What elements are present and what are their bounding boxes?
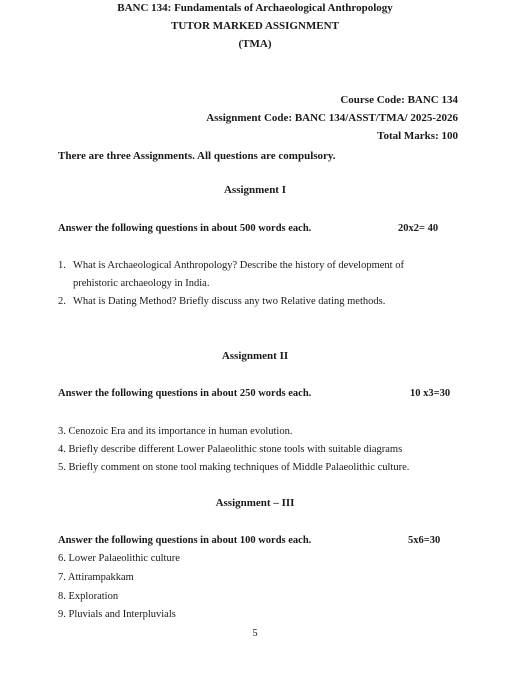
question-2-text: What is Dating Method? Briefly discuss any two Relative dating methods. bbox=[73, 296, 386, 307]
assignment-2-marks: 10 x3=30 bbox=[410, 388, 451, 399]
assignment-3-instruction: Answer the following questions in about 100 words each. bbox=[58, 535, 312, 546]
assignment-2-title: Assignment II bbox=[221, 350, 289, 362]
question-1-line-1: What is Archaeological Anthropology? Describe the history of development of bbox=[73, 260, 404, 271]
assignment-3-marks: 5x6=30 bbox=[408, 535, 441, 546]
general-instruction: There are three Assignments. All questions are compulsory. bbox=[58, 150, 336, 162]
question-3: 3. Cenozoic Era and its importance in human evolution. bbox=[58, 426, 293, 437]
assignment-1-title: Assignment I bbox=[223, 184, 287, 196]
question-4: 4. Briefly describe different Lower Palaeolithic stone tools with suitable diagrams bbox=[58, 444, 403, 455]
question-5: 5. Briefly comment on stone tool making techniques of Middle Palaeolithic culture. bbox=[58, 462, 410, 473]
assignment-3-title: Assignment – III bbox=[215, 497, 295, 509]
assignment-1-instruction: Answer the following questions in about 500 words each. bbox=[58, 223, 312, 234]
question-8: 8. Exploration bbox=[58, 591, 119, 602]
assignment-2-instruction: Answer the following questions in about 250 words each. bbox=[58, 388, 312, 399]
course-code: Course Code: BANC 134 bbox=[340, 94, 458, 106]
question-6: 6. Lower Palaeolithic culture bbox=[58, 553, 180, 564]
page-number: 5 bbox=[252, 628, 258, 639]
course-title: BANC 134: Fundamentals of Archaeological Anthropology bbox=[117, 2, 393, 14]
question-2-number: 2. bbox=[58, 296, 66, 307]
question-7: 7. Attirampakkam bbox=[58, 572, 134, 583]
question-1-number: 1. bbox=[58, 260, 66, 271]
tma-abbrev: (TMA) bbox=[238, 38, 272, 50]
tma-heading: TUTOR MARKED ASSIGNMENT bbox=[171, 20, 339, 32]
assignment-code: Assignment Code: BANC 134/ASST/TMA/ 2025-2026 bbox=[206, 112, 458, 124]
question-9: 9. Pluvials and Interpluvials bbox=[58, 609, 176, 620]
assignment-1-marks: 20x2= 40 bbox=[398, 223, 439, 234]
question-1-line-2: prehistoric archaeology in India. bbox=[73, 278, 210, 289]
total-marks: Total Marks: 100 bbox=[377, 130, 458, 142]
